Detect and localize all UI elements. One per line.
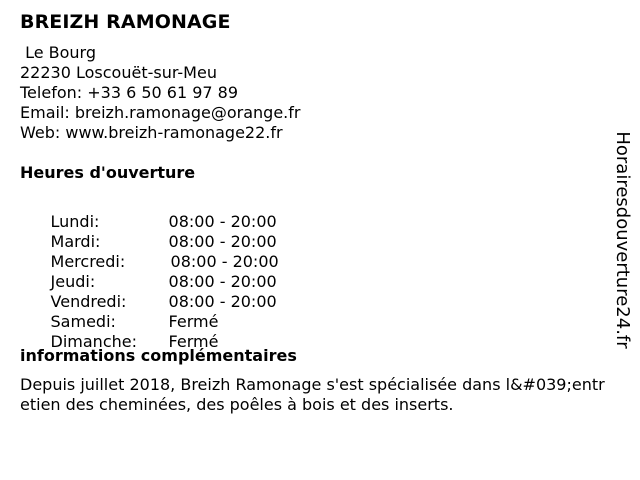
day-hours: 08:00 - 20:00 bbox=[168, 212, 277, 231]
day-hours: 08:00 - 20:00 bbox=[170, 252, 279, 271]
day-hours: 08:00 - 20:00 bbox=[168, 272, 277, 291]
hours-row-monday bbox=[20, 192, 600, 231]
contact-block bbox=[20, 43, 600, 143]
day-hours: Fermé bbox=[168, 332, 219, 351]
day-label: Mercredi: bbox=[50, 252, 126, 271]
site-watermark: Horairesdouverture24.fr bbox=[612, 131, 633, 349]
day-label: Vendredi: bbox=[50, 292, 127, 311]
day-label: Samedi: bbox=[50, 312, 116, 331]
day-hours: 08:00 - 20:00 bbox=[168, 232, 277, 251]
address-street: Le Bourg bbox=[20, 43, 97, 62]
address-city: 22230 Loscouët-sur-Meu bbox=[20, 63, 217, 82]
day-label: Dimanche: bbox=[50, 332, 137, 351]
day-label: Mardi: bbox=[50, 232, 101, 251]
email-line[interactable]: Email: breizh.ramonage@orange.fr bbox=[20, 103, 301, 122]
day-label: Lundi: bbox=[50, 212, 100, 231]
day-hours: Fermé bbox=[168, 312, 219, 331]
opening-hours-title: Heures d'ouverture bbox=[20, 163, 196, 182]
opening-hours-table bbox=[20, 192, 600, 351]
business-name: BREIZH RAMONAGE bbox=[20, 11, 231, 33]
additional-info-title: informations complémentaires bbox=[20, 346, 297, 365]
day-label: Jeudi: bbox=[50, 272, 96, 291]
web-line[interactable]: Web: www.breizh-ramonage22.fr bbox=[20, 123, 283, 142]
additional-info-text: Depuis juillet 2018, Breizh Ramonage s'est spécialisée dans l&#039;entretien des cheminées, des poêles à bois et des inserts. bbox=[20, 375, 605, 414]
day-hours: 08:00 - 20:00 bbox=[168, 292, 277, 311]
business-card bbox=[20, 10, 605, 415]
phone-line[interactable]: Telefon: +33 6 50 61 97 89 bbox=[20, 83, 239, 102]
